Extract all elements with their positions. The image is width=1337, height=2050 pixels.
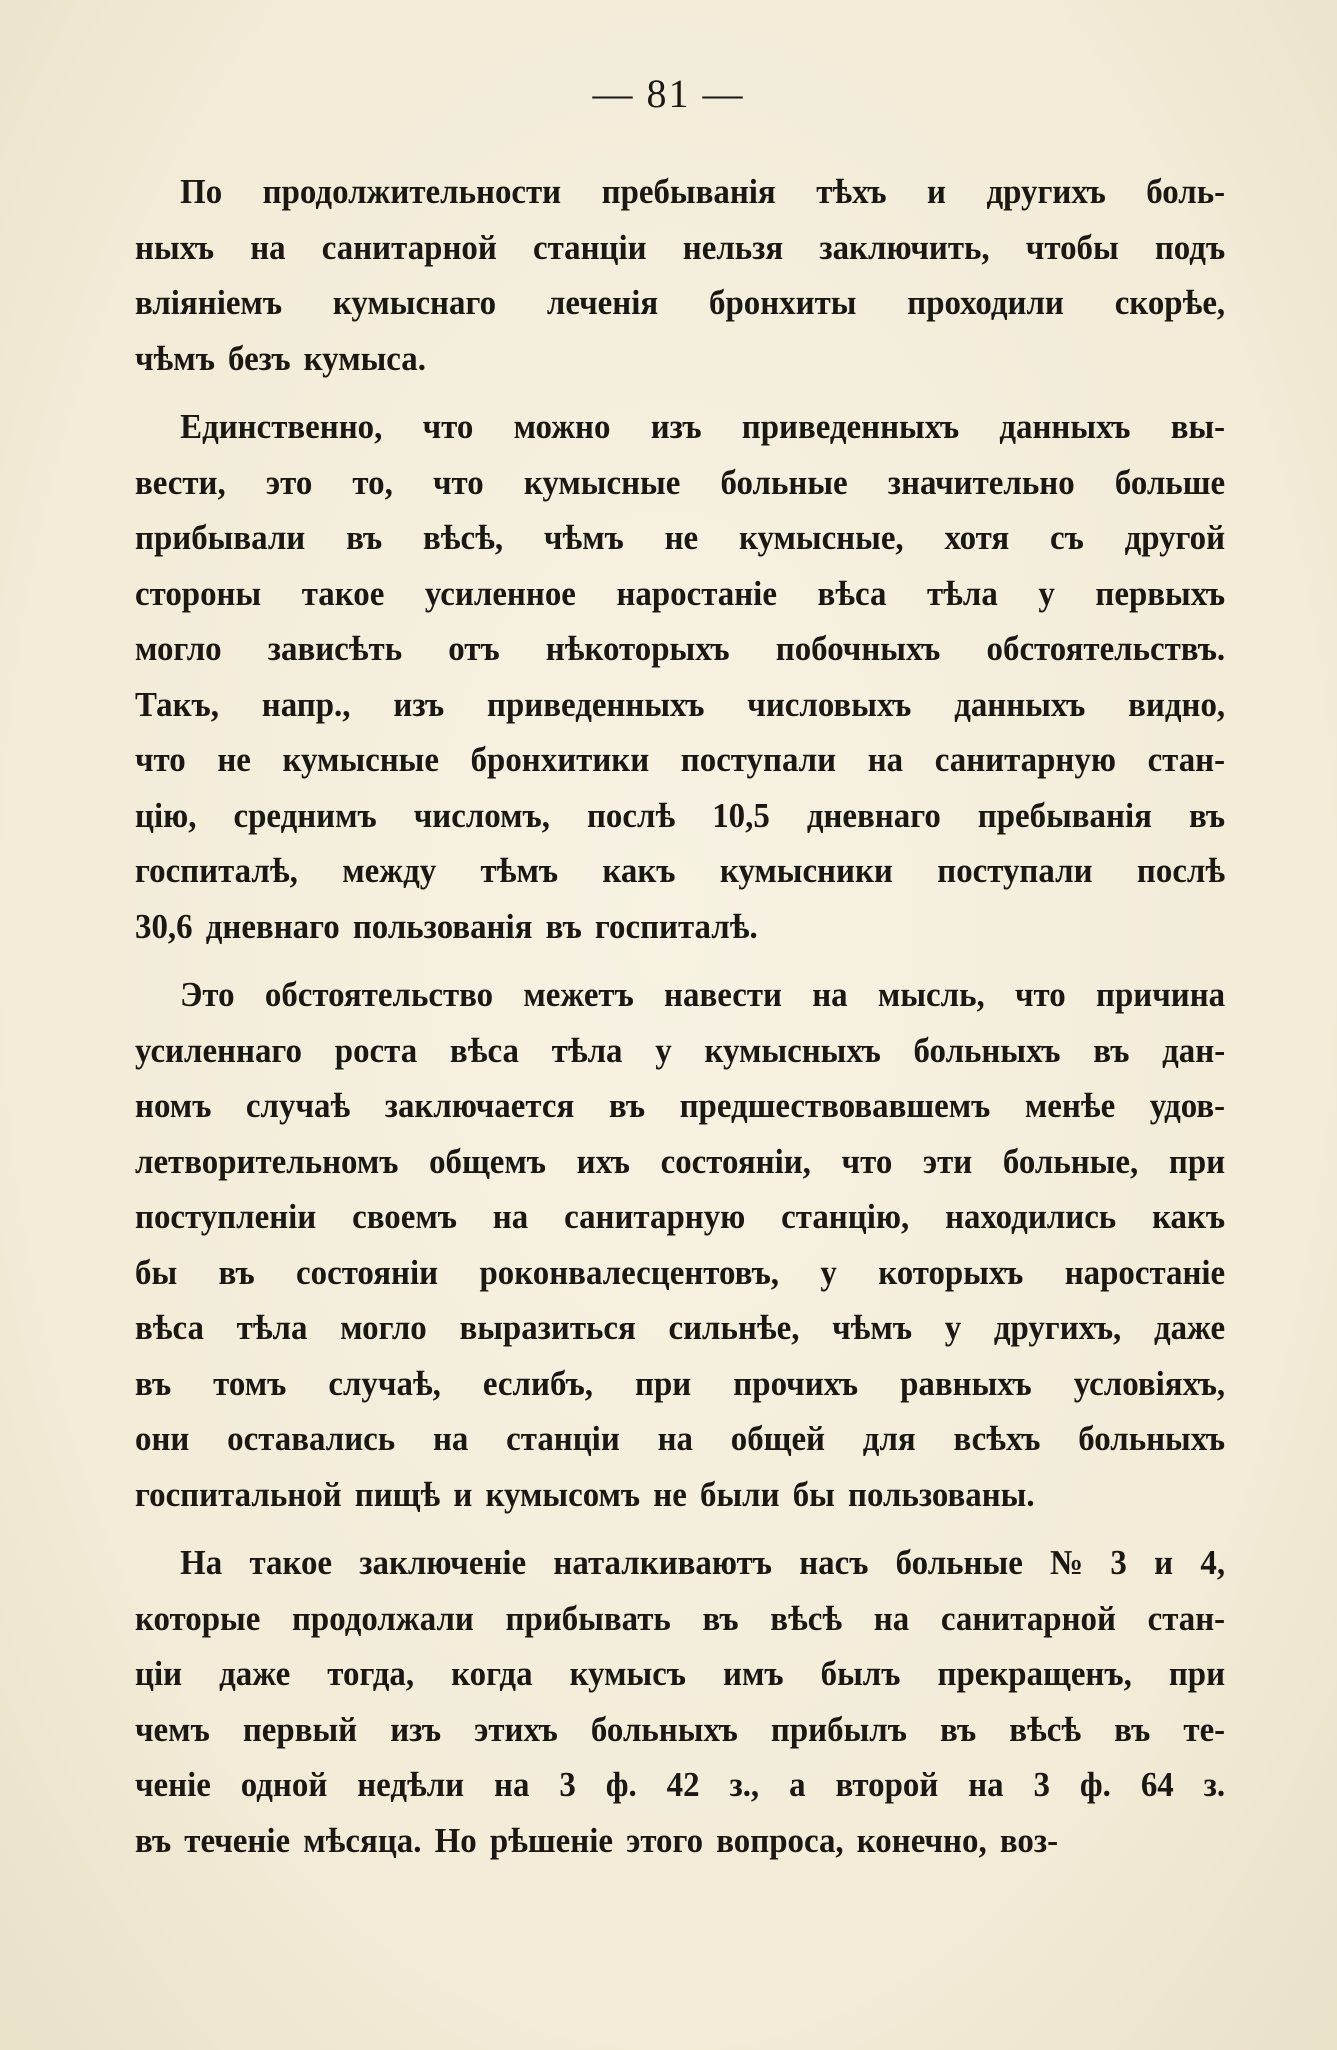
- text-line: стороны такое усиленное наростаніе вѣса тѣла у первыхъ: [135, 573, 1226, 613]
- text-line: ченіе одной недѣли на 3 ф. 42 з., а второй на 3 ф. 64 з.: [135, 1765, 1226, 1804]
- text-line: Такъ, напр., изъ приведенныхъ числовыхъ данныхъ видно,: [135, 684, 1226, 724]
- text-line: ціи даже тогда, когда кумысъ имъ былъ прекращенъ, при: [135, 1654, 1226, 1693]
- page-number: — 81 —: [592, 71, 745, 116]
- text-line: На такое заключеніе наталкиваютъ насъ больные № 3 и 4,: [180, 1543, 1226, 1582]
- paragraph: [135, 1535, 1225, 1868]
- text-line: ныхъ на санитарной станціи нельзя заключить, чтобы подъ: [135, 227, 1226, 267]
- text-line: госпитальной пищѣ и кумысомъ не были бы пользованы.: [135, 1474, 1035, 1514]
- text-line: усиленнаго роста вѣса тѣла у кумысныхъ больныхъ въ дан-: [135, 1030, 1226, 1070]
- text-line: они оставались на станціи на общей для всѣхъ больныхъ: [135, 1419, 1226, 1458]
- paragraph: [135, 164, 1225, 386]
- text-line: номъ случаѣ заключается въ предшествовавшемъ менѣе удов-: [135, 1086, 1226, 1125]
- text-line: 30,6 дневнаго пользованія въ госпиталѣ.: [135, 906, 758, 946]
- text-line: могло зависѣть отъ нѣкоторыхъ побочныхъ обстоятельствъ.: [135, 629, 1226, 668]
- body-text: [135, 164, 1225, 1868]
- text-line: чѣмъ безъ кумыса.: [135, 338, 426, 378]
- text-line: бы въ состояніи роконвалесцентовъ, у которыхъ наростаніе: [135, 1252, 1226, 1292]
- text-line: госпиталѣ, между тѣмъ какъ кумысники поступали послѣ: [135, 851, 1226, 890]
- text-line: въ теченіе мѣсяца. Но рѣшеніе этого вопроса, конечно, воз-: [135, 1820, 1059, 1860]
- text-line: По продолжительности пребыванія тѣхъ и другихъ боль-: [180, 172, 1226, 211]
- text-line: что не кумысные бронхитики поступали на санитарную стан-: [135, 740, 1226, 779]
- text-line: чемъ первый изъ этихъ больныхъ прибылъ въ вѣсѣ въ те-: [135, 1709, 1226, 1749]
- text-line: летворительномъ общемъ ихъ состояніи, что эти больные, при: [135, 1141, 1226, 1181]
- text-line: вѣса тѣла могло выразиться сильнѣе, чѣмъ у другихъ, даже: [135, 1308, 1226, 1347]
- text-line: вліяніемъ кумыснаго леченія бронхиты проходили скорѣе,: [135, 283, 1226, 322]
- text-line: цію, среднимъ числомъ, послѣ 10,5 дневнаго пребыванія въ: [135, 795, 1226, 835]
- text-line: поступленіи своемъ на санитарную станцію, находились какъ: [135, 1197, 1226, 1236]
- text-line: Единственно, что можно изъ приведенныхъ данныхъ вы-: [180, 407, 1226, 446]
- text-line: прибывали въ вѣсѣ, чѣмъ не кумысные, хотя съ другой: [135, 518, 1226, 557]
- paragraph: [135, 967, 1225, 1522]
- text-line: Это обстоятельство межетъ навести на мысль, что причина: [180, 975, 1226, 1014]
- text-line: въ томъ случаѣ, еслибъ, при прочихъ равныхъ условіяхъ,: [135, 1363, 1226, 1403]
- text-line: вести, это то, что кумысные больные значительно больше: [135, 462, 1226, 502]
- text-line: которые продолжали прибывать въ вѣсѣ на санитарной стан-: [135, 1598, 1226, 1638]
- paragraph: [135, 399, 1225, 954]
